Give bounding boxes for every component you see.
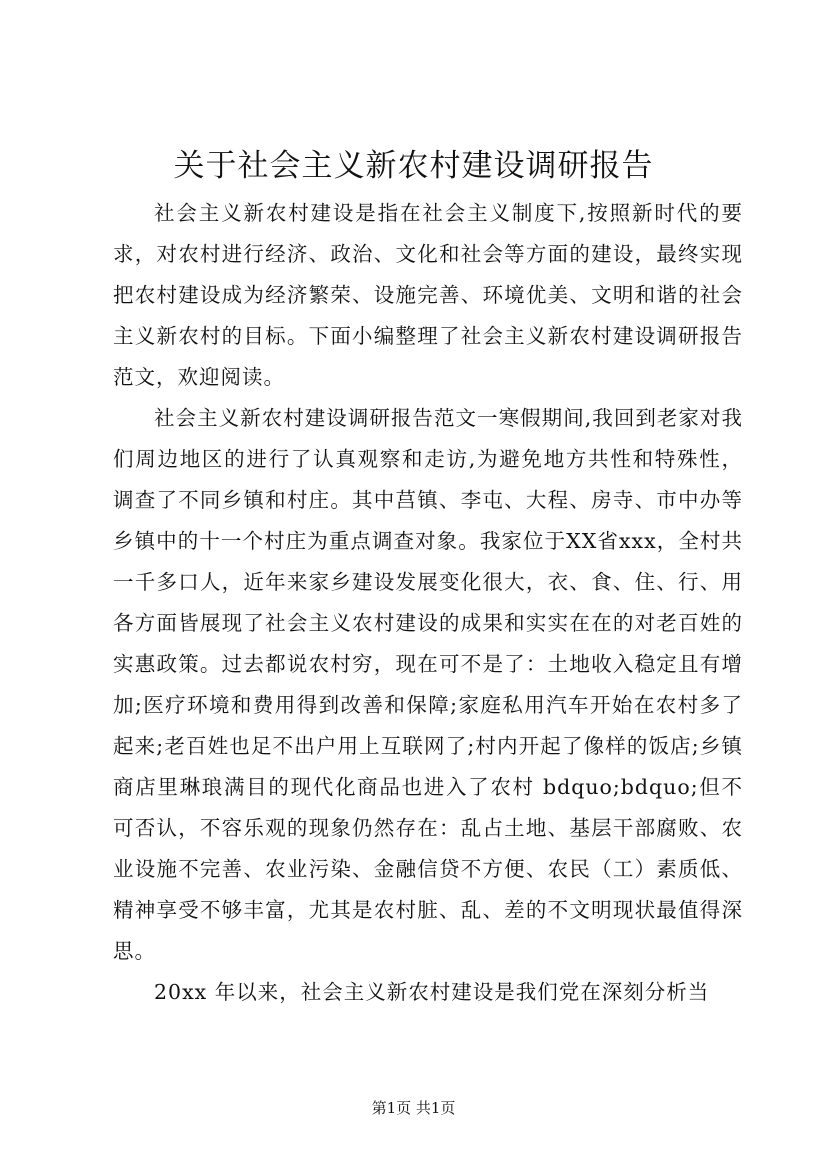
page-footer: 第1页 共1页 [371, 1099, 456, 1117]
document-title: 关于社会主义新农村建设调研报告 [173, 148, 654, 184]
paragraph-survey: 社会主义新农村建设调研报告范文一寒假期间,我回到老家对我们周边地区的进行了认真观察和走访,为避免地方共性和特殊性，调查了不同乡镇和村庄。其中莒镇、李屯、大程、房寺、市中办等乡镇中的十一个村庄为重点调查对象。我家位于XX省xxx，全村共一千多口人，近年来家乡建设发展变化很大，衣、食、住、行、用各方面皆展现了社会主义农村建设的成果和实实在在的对老百姓的实惠政策。过去都说农村穷，现在可不是了：土地收入稳定且有增加;医疗环境和费用得到改善和保障;家庭私用汽车开始在农村多了起来;老百姓也足不出户用上互联网了;村内开起了像样的饭店;乡镇商店里琳琅满目的现代化商品也进入了农村 bdquo;bdquo;但不可否认，不容乐观的现象仍然存在：乱占土地、基层干部腐败、农业设施不完善、农业污染、金融信贷不方便、农民（工）素质低、精神享受不够丰富，尤其是农村脏、乱、差的不文明现状最值得深思。 [113, 406, 743, 963]
paragraph-intro: 社会主义新农村建设是指在社会主义制度下,按照新时代的要求，对农村进行经济、政治、文化和社会等方面的建设，最终实现把农村建设成为经济繁荣、设施完善、环境优美、文明和谐的社会主义新农村的目标。下面小编整理了社会主义新农村建设调研报告范文，欢迎阅读。 [113, 201, 743, 389]
paragraph-continuation: 20xx 年以来，社会主义新农村建设是我们党在深刻分析当 [154, 980, 710, 1004]
document-body [113, 193, 743, 1013]
